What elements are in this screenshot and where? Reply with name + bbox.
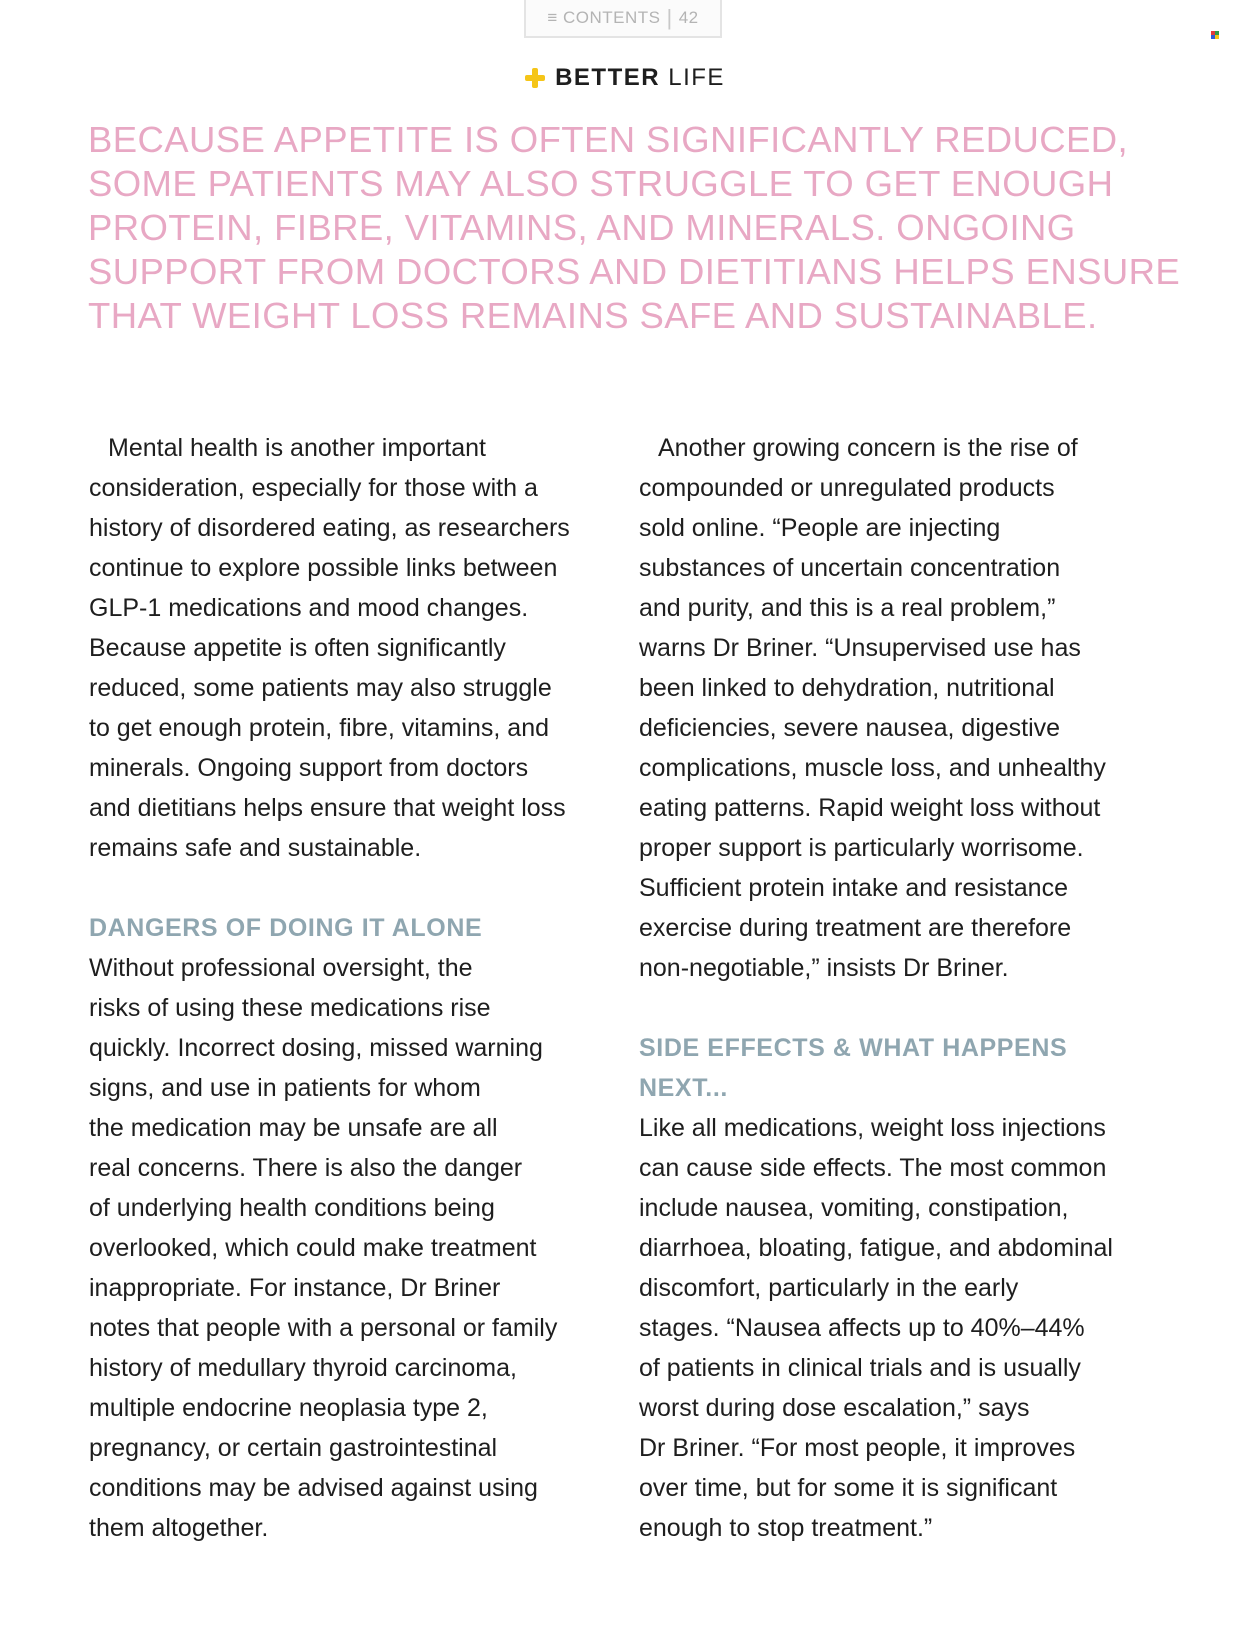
contents-button[interactable] xyxy=(524,0,722,38)
contents-label: ≡ CONTENTS xyxy=(547,8,661,27)
divider: | xyxy=(666,5,673,30)
section-heading-side-effects: SIDE EFFECTS & WHAT HAPPENS NEXT... xyxy=(639,1034,1068,1102)
left-intro-paragraph: Mental health is another important consideration, especially for those with a history of disordered eating, as researchers continue to explore possible links between GLP-1 medications and mood changes. Because appetite is often significantly reduced, some patients may also struggle to get enough protein, fibre, vitamins, and minerals. Ongoing support from doctors and dietitians helps ensure that weight loss remains safe and sustainable. xyxy=(89,434,570,862)
pull-quote: BECAUSE APPETITE IS OFTEN SIGNIFICANTLY REDUCED, SOME PATIENTS MAY ALSO STRUGGLE TO GET ENOUGH PROTEIN, FIBRE, VITAMINS, AND MINERALS. ONGOING SUPPORT FROM DOCTORS AND DIETITIANS HELPS ENSURE THAT WEIGHT LOSS REMAINS SAFE AND SUSTAINABLE. xyxy=(88,119,1181,336)
spacer xyxy=(639,988,1179,1028)
plus-icon xyxy=(525,68,545,88)
spacer xyxy=(89,868,619,908)
right-intro-paragraph: Another growing concern is the rise of compounded or unregulated products sold online. “People are injecting substances of uncertain concentration and purity, and this is a real problem,” warns Dr Briner. “Unsupervised use has been linked to dehydration, nutritional deficiencies, severe nausea, digestive complications, muscle loss, and unhealthy eating patterns. Rapid weight loss without proper support is particularly worrisome. Sufficient protein intake and resistance exercise during treatment are therefore non-negotiable,” insists Dr Briner. xyxy=(639,434,1106,982)
right-body-paragraph: Like all medications, weight loss injections can cause side effects. The most common include nausea, vomiting, constipation, diarrhoea, bloating, fatigue, and abdominal discomfort, particularly in the early stages. “Nausea affects up to 40%–44% of patients in clinical trials and is usually worst during dose escalation,” says Dr Briner. “For most people, it improves over time, but for some it is significant enough to stop treatment.” xyxy=(639,1114,1113,1542)
right-column xyxy=(639,428,1179,1548)
section-label xyxy=(0,64,1250,92)
section-heading-dangers: DANGERS OF DOING IT ALONE xyxy=(89,914,483,942)
section-label-light: LIFE xyxy=(668,64,725,91)
corner-mark-icon xyxy=(1211,31,1219,39)
section-label-bold: BETTER xyxy=(555,64,661,91)
left-body-paragraph: Without professional oversight, the risks of using these medications rise quickly. Incorrect dosing, missed warning signs, and use in patients for whom the medication may be unsafe are all real concerns. There is also the danger of underlying health conditions being overlooked, which could make treatment inappropriate. For instance, Dr Briner notes that people with a personal or family history of medullary thyroid carcinoma, multiple endocrine neoplasia type 2, pregnancy, or certain gastrointestinal conditions may be advised against using them altogether. xyxy=(89,954,558,1542)
left-column xyxy=(89,428,619,1548)
page-number: 42 xyxy=(678,8,699,27)
